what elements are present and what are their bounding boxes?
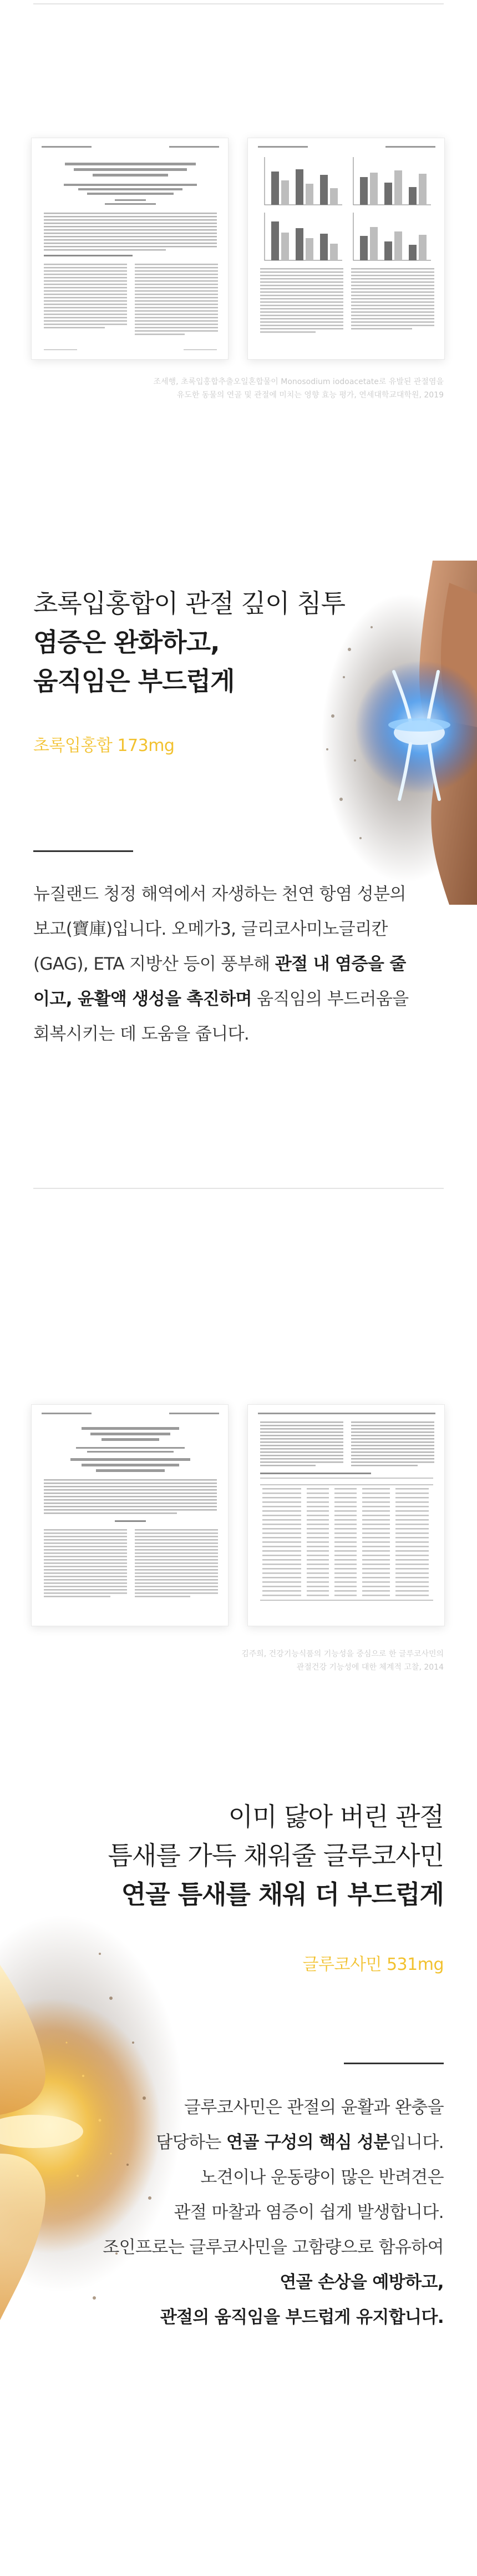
body-line (33, 947, 455, 982)
section2-description (78, 2090, 444, 2335)
caption-line: 유도한 동물의 연골 및 관절에 미치는 영향 효능 평가, 연세대학교대학원, 2019 (176, 391, 444, 400)
short-divider (33, 850, 133, 852)
caption-line: 조세행, 초록입홍합추출오일혼합물이 Monosodium iodoacetate로 유발된 관절염을 (153, 377, 444, 386)
body-segment: 움직임의 부드러움을 (251, 989, 409, 1009)
body-line: 글루코사민은 관절의 윤활과 완충을 (184, 2098, 444, 2118)
headline-line: 이미 닳아 버린 관절 (228, 1802, 444, 1832)
body-line: 관절 마찰과 염증이 쉽게 발생합니다. (174, 2202, 444, 2222)
paper-page-thumbnail (31, 1404, 229, 1626)
body-emphasis: 관절의 움직임을 부드럽게 유지합니다. (160, 2307, 444, 2327)
reference-caption (55, 1647, 444, 1674)
body-emphasis: 연골 손상을 예방하고, (280, 2272, 444, 2292)
body-segment: 담당하는 (156, 2133, 226, 2152)
ingredient-amount: 초록입홍합 173mg (33, 736, 175, 755)
section1-description (33, 877, 455, 1052)
body-line: 조인프로는 글루코사민을 고함량으로 함유하여 (103, 2237, 444, 2257)
headline-line: 틈새를 가득 채워줄 글루코사민 (108, 1841, 444, 1871)
headline-line: 움직임은 부드럽게 (33, 666, 235, 696)
body-line: 회복시키는 데 도움을 줍니다. (33, 1024, 250, 1044)
reference-caption (55, 375, 444, 402)
body-line (78, 2265, 444, 2300)
body-line: 뉴질랜드 청정 해역에서 자생하는 천연 항염 성분의 (33, 884, 406, 904)
body-line: 보고(寶庫)입니다. 오메가3, 글리코사미노글리칸 (33, 919, 388, 939)
section-divider-top (33, 3, 444, 4)
body-line (78, 2125, 444, 2160)
caption-line: 김주희, 건강기능식품의 기능성을 중심으로 한 글루코사민의 (241, 1650, 444, 1658)
body-emphasis: 관절 내 염증을 줄 (275, 954, 406, 974)
section1-headline (33, 584, 388, 700)
body-segment: (GAG), ETA 지방산 등이 풍부해 (33, 954, 275, 974)
caption-line: 관절건강 기능성에 대한 체계적 고찰, 2014 (296, 1663, 444, 1672)
short-divider (344, 2063, 444, 2064)
body-line: 노견이나 운동량이 많은 반려견은 (200, 2167, 444, 2187)
body-segment: 입니다. (389, 2133, 444, 2152)
headline-line: 연골 틈새를 채워 더 부드럽게 (121, 1879, 444, 1909)
body-line (33, 982, 455, 1017)
section2-headline (89, 1797, 444, 1914)
headline-line: 초록입홍합이 관절 깊이 침투 (33, 588, 346, 618)
paper-page-thumbnail (31, 138, 229, 360)
body-emphasis: 연골 구성의 핵심 성분 (226, 2133, 390, 2152)
headline-line: 염증은 완화하고, (33, 627, 220, 657)
paper-page-thumbnail-table (247, 1404, 445, 1626)
ingredient-amount: 글루코사민 531mg (302, 1955, 444, 1974)
section-divider (33, 1188, 444, 1189)
body-emphasis: 이고, 윤활액 생성을 촉진하며 (33, 989, 252, 1009)
paper-page-thumbnail-figures (247, 138, 445, 360)
body-line (78, 2300, 444, 2335)
